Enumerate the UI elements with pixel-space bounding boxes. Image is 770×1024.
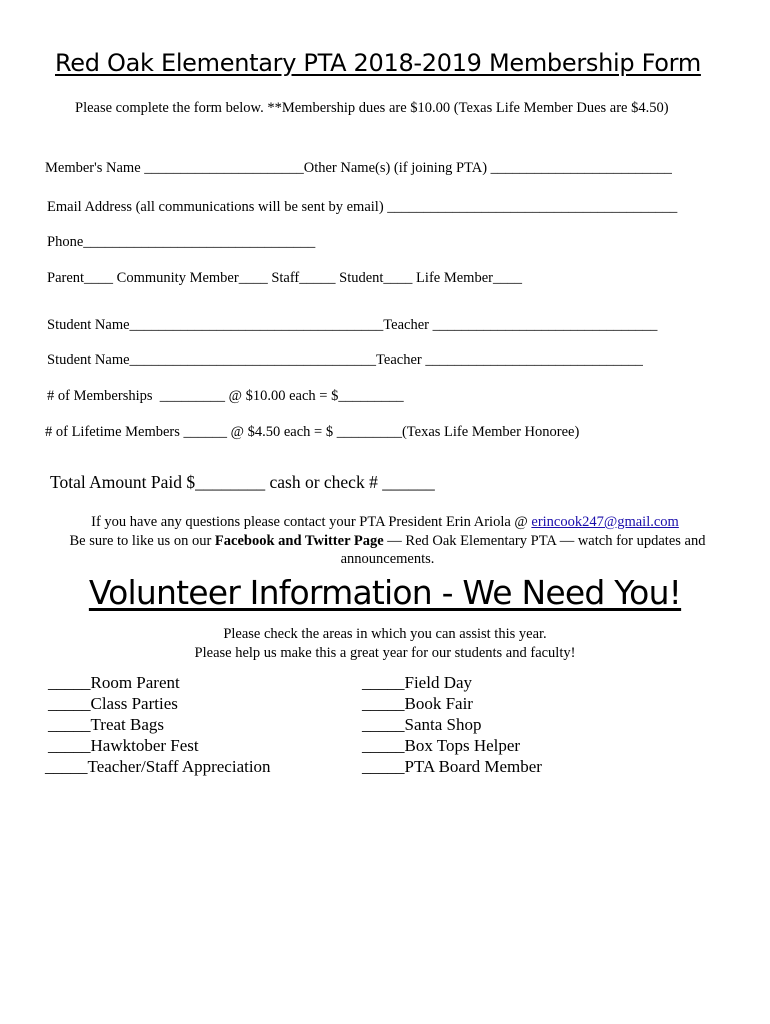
volunteer-option-room-parent[interactable]: _____Room Parent bbox=[48, 673, 180, 692]
contact-text: If you have any questions please contact your PTA President Erin Ariola @ bbox=[91, 514, 532, 530]
form-title: Red Oak Elementary PTA 2018-2019 Membership Form bbox=[55, 49, 701, 77]
contact-line bbox=[0, 514, 770, 531]
lifetime-members-field[interactable]: # of Lifetime Members ______ @ $4.50 each = $ _________(Texas Life Member Honoree) bbox=[45, 424, 580, 440]
volunteer-option-field-day[interactable]: _____Field Day bbox=[362, 673, 473, 692]
student1-field[interactable]: Student Name___________________________________Teacher _______________________________ bbox=[47, 317, 658, 333]
form-instructions: Please complete the form below. **Membership dues are $10.00 (Texas Life Member Dues are $4.50) bbox=[75, 100, 669, 116]
volunteer-option-santa-shop[interactable]: _____Santa Shop bbox=[362, 715, 482, 734]
volunteer-option-hawktober-fest[interactable]: _____Hawktober Fest bbox=[48, 736, 199, 755]
volunteer-option-pta-board-member[interactable]: _____PTA Board Member bbox=[362, 757, 542, 776]
email-field[interactable]: Email Address (all communications will be sent by email) ________________________________________ bbox=[47, 199, 678, 215]
volunteer-option-box-tops-helper[interactable]: _____Box Tops Helper bbox=[362, 736, 521, 755]
social-media-note bbox=[50, 532, 725, 568]
volunteer-option-class-parties[interactable]: _____Class Parties bbox=[48, 694, 178, 713]
memberships-count-field[interactable]: # of Memberships _________ @ $10.00 each = $_________ bbox=[47, 388, 404, 404]
volunteer-title: Volunteer Information - We Need You! bbox=[88, 573, 682, 612]
volunteer-option-teacher-staff-appreciation[interactable]: _____Teacher/Staff Appreciation bbox=[45, 757, 271, 776]
social-bold-text: Facebook and Twitter Page bbox=[214, 533, 384, 549]
social-prefix: Be sure to like us on our bbox=[69, 533, 215, 549]
role-selection-field[interactable]: Parent____ Community Member____ Staff_____ Student____ Life Member____ bbox=[47, 270, 522, 286]
volunteer-subtitle-2: Please help us make this a great year for our students and faculty! bbox=[194, 645, 576, 661]
total-amount-field[interactable]: Total Amount Paid $________ cash or check # ______ bbox=[50, 472, 435, 492]
phone-field[interactable]: Phone________________________________ bbox=[47, 234, 316, 250]
members-name-field[interactable]: Member's Name ______________________Other Name(s) (if joining PTA) _________________________ bbox=[45, 160, 672, 176]
student2-field[interactable]: Student Name__________________________________Teacher ______________________________ bbox=[47, 352, 643, 368]
volunteer-option-book-fair[interactable]: _____Book Fair bbox=[362, 694, 473, 713]
social-suffix: — Red Oak Elementary PTA — watch for updates and announcements. bbox=[340, 533, 706, 567]
president-email-link[interactable]: erincook247@gmail.com bbox=[531, 514, 679, 530]
volunteer-option-treat-bags[interactable]: _____Treat Bags bbox=[48, 715, 165, 734]
volunteer-subtitle-1: Please check the areas in which you can assist this year. bbox=[223, 626, 547, 642]
